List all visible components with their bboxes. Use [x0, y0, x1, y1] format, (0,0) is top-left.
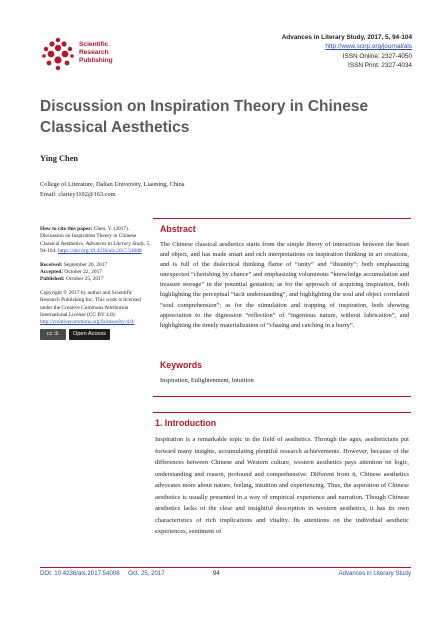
footer-doi-link[interactable]: DOI: 10.4236/als.2017.54008 [40, 570, 120, 577]
article-info-sidebar [40, 226, 152, 340]
received-date: September 26, 2017 [63, 261, 108, 268]
affiliation-text: College of Literature, Dalian University, Liaoning, China [40, 181, 185, 188]
citation-doi-link[interactable]: https://doi.org/10.4236/als.2017.54008 [57, 248, 142, 255]
cc-by-badge-icon[interactable]: cc ① [40, 329, 66, 340]
abstract-heading: Abstract [160, 224, 196, 234]
footer-date: Oct. 25, 2017 [128, 570, 165, 577]
keywords-divider [153, 396, 411, 397]
journal-citation: Advances in Literary Study, 2017, 5, 94-104 [281, 34, 412, 41]
published-date: October 25, 2017 [65, 276, 104, 283]
journal-info [282, 33, 412, 71]
license-badges [40, 329, 152, 340]
publisher-name-line: Publishing [79, 57, 113, 64]
article-title: Discussion on Inspiration Theory in Chinese Classical Aesthetics [40, 98, 369, 136]
journal-url-link[interactable]: http://www.scirp.org/journal/als [325, 43, 412, 51]
published-label: Published: [40, 276, 65, 283]
citation-journal: Advances in Literary Study, 5, [85, 240, 151, 247]
received-line [40, 262, 152, 269]
publisher-name [79, 41, 159, 65]
footer-divider [40, 567, 411, 568]
published-line [40, 276, 152, 283]
citation-pages: 94-104. [40, 248, 57, 255]
accepted-label: Accepted: [40, 269, 64, 276]
footer-doi-date [40, 570, 165, 577]
issn-online: ISSN Online: 2327-4050 [342, 52, 412, 60]
section-divider [153, 412, 411, 413]
author-email: Email: clariey1102@163.com [40, 191, 116, 198]
accepted-line [40, 269, 152, 276]
publisher-name-line: Research [79, 49, 109, 56]
page-number: 94 [213, 570, 220, 577]
introduction-heading: 1. Introduction [155, 418, 217, 428]
introduction-body: Inspiration is a remarkable topic in the field of aesthetics. Through the ages, aestheticians put forward many insights, accumulating plentiful research achievements. However, because of the differences between Chinese and Western culture, western aesthetics pays attention on logic, understanding and reason, profound and comprehensive. Different from it, Chinese aesthetics advocates more about nature, feeling, intuition and experiencing. Thus, the aspiration of Chinese aesthetics is usually presented in a way of empirical experience and narration. Though Chinese aesthetics lacks of the clear and insightful description in western aesthetics, it has its own characteristics of rich implications and vitality. Its attentions on the individual aesthetic experiences, sentiment of [155, 436, 409, 535]
citation-block [40, 226, 152, 256]
publisher-logo-icon [40, 36, 76, 72]
citation-text: Chen, Y. (2017). Discussion on Inspiration Theory in Chinese Classical Aesthetics. [40, 226, 137, 247]
publisher-name-line: Scientific [79, 41, 109, 48]
abstract-body: The Chinese classical aesthetics starts from the simple theory of interaction between the heart and object, and has made smart and rich interpretations on inspiration thinking in art creations, and is full of the dialectical thinking flame of “unity” and “disunity”: both emphasizing unexpected “cherishing by chance” and emphasizing voluminous “knowledge accumulation and treasure storage” in the potential gestation; as for the approach of acquiring inspiration, both highlighting the perceptual “tacit understanding”, and highlighting the soul and object correlated “soul comprehension”; as for the stimulation and trapping of inspiration, both showing appreciation to the digression “reflection” of “ingenious nature, without fabrication”, and highlighting the timely materialization of “chasing and catching in a hurry”. [160, 241, 409, 329]
abstract-top-divider [153, 218, 411, 219]
author-name: Ying Chen [40, 154, 79, 163]
citation-label: How to cite this paper: [40, 226, 93, 232]
keywords-heading: Keywords [160, 360, 203, 370]
license-url-link[interactable]: http://creativecommons.org/licenses/by/4.0/ [40, 319, 135, 326]
copyright-notice: Copyright © 2017 by author and Scientific Research Publishing Inc. This work is licensed under the Creative Commons Attribution International License (CC BY 4.0). [40, 289, 141, 319]
received-label: Received: [40, 261, 63, 268]
keywords-list: Inspiration, Enlightenment, Intuition [160, 377, 254, 384]
footer-journal-name: Advances in Literary Study [338, 570, 411, 577]
accepted-date: October 22, 2017 [64, 269, 102, 276]
issn-print: ISSN Print: 2327-4034 [348, 62, 412, 70]
author-affiliation [40, 180, 185, 200]
open-access-badge[interactable]: Open Access [69, 329, 110, 340]
